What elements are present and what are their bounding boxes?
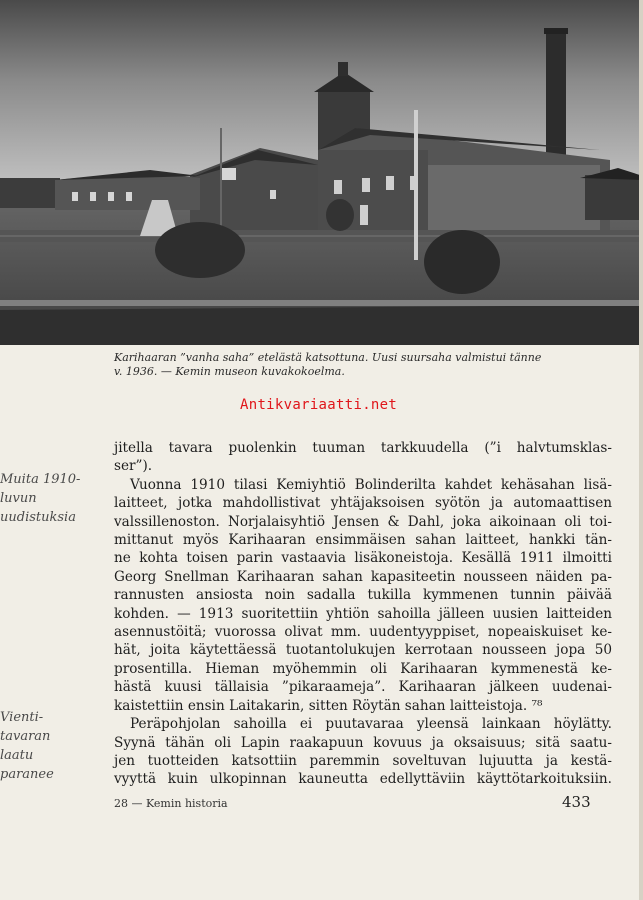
margin-note-line: uudistuksia	[0, 510, 76, 525]
body-line: jen tuotteiden katsottiin paremmin soveltuvan lujuutta ja kestä-	[114, 752, 612, 769]
body-line: Syynä tähän oli Lapin raakapuun kovuus ja oksaisuus; sitä saatu-	[114, 734, 612, 751]
body-line: valssillenoston. Norjalaisyhtiö Jensen & Dahl, joka aikoinaan oli toi-	[114, 513, 612, 530]
body-line: rannusten ansiosta noin sadalla tukilla kymmenen tunnin päivää	[114, 587, 612, 604]
footer-source: 28 — Kemin historia	[114, 797, 228, 810]
body-line: ne kohta toisen parin vastaavia lisäkoneistoja. Kesällä 1911 ilmoitti	[114, 550, 612, 567]
body-text	[114, 439, 612, 789]
margin-note-vienti	[0, 708, 100, 784]
body-line: laitteet, jotka mahdollistivat yhtäjaksoisen syötön ja automaattisen	[114, 495, 612, 512]
caption-line: v. 1936. — Kemin museon kuvakokoelma.	[114, 365, 345, 378]
margin-note-muita	[0, 470, 100, 527]
body-line: jitella tavara puolenkin tuuman tarkkuudella (”i halvtumsklas-	[114, 440, 612, 456]
body-line: Vuonna 1910 tilasi Kemiyhtiö Bolinderilta kahdet kehäsahan lisä-	[130, 476, 612, 493]
photo-caption	[114, 351, 612, 379]
caption-line: Karihaaran ”vanha saha” etelästä katsottuna. Uusi suursaha valmistui tänne	[114, 351, 542, 364]
body-line: prosentilla. Hieman myöhemmin oli Karihaaran kymmenestä ke-	[114, 660, 612, 677]
body-line: mittanut myös Karihaaran ensimmäisen sahan laitteet, hankki tän-	[114, 532, 612, 549]
margin-note-line: Muita 1910-	[0, 472, 81, 487]
page-edge	[639, 0, 643, 900]
body-line: kohden. — 1913 suoritettiin yhtiön sahoilla jälleen uusien laitteiden	[114, 605, 612, 622]
body-line: kaistettiin ensin Laitakarin, sitten Röytän sahan laitteistoja. ⁷⁸	[114, 697, 543, 714]
margin-note-line: paranee	[0, 767, 54, 782]
page-number: 433	[562, 793, 591, 811]
margin-note-line: tavaran	[0, 729, 51, 744]
body-line: hät, joita käytettäessä tuotantolukujen kerrotaan nousseen jopa 50	[114, 642, 612, 659]
watermark-link[interactable]: Antikvariaatti.net	[240, 397, 398, 413]
body-line: hästä kuusi tällaisia ”pikaraameja”. Karihaaran jälkeen uudenai-	[114, 679, 612, 696]
sawmill-photo	[0, 0, 643, 345]
body-line: asennustöitä; vuorossa olivat mm. uudentyyppiset, nopeaiskuiset ke-	[114, 624, 612, 641]
body-line: ser”).	[114, 458, 153, 475]
body-line: Georg Snellman Karihaaran sahan kapasiteetin nousseen näiden pa-	[114, 568, 612, 585]
margin-note-line: luvun	[0, 491, 37, 506]
margin-note-line: laatu	[0, 748, 34, 763]
body-line: Peräpohjolan sahoilla ei puutavaraa yleensä lainkaan höylätty.	[130, 716, 612, 733]
margin-note-line: Vienti-	[0, 710, 44, 725]
body-line: vyyttä kuin ulkopinnan kauneutta edellyttäviin käyttötarkoituksiin.	[114, 771, 612, 788]
